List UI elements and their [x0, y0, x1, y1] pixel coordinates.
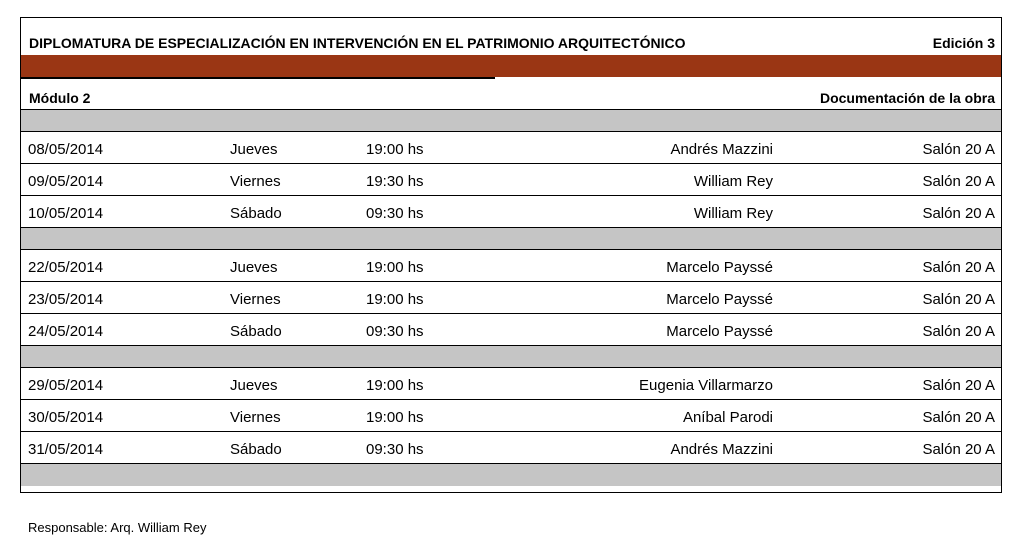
time-cell: 09:30 hs [366, 323, 424, 340]
table-row [21, 368, 1001, 400]
day-cell: Sábado [230, 441, 282, 458]
teacher-cell: Marcelo Payssé [666, 259, 773, 276]
teacher-cell: Marcelo Payssé [666, 291, 773, 308]
day-cell: Viernes [230, 409, 281, 426]
date-cell: 10/05/2014 [28, 205, 104, 222]
time-cell: 09:30 hs [366, 205, 424, 222]
time-cell: 19:00 hs [366, 291, 424, 308]
time-cell: 19:00 hs [366, 141, 424, 158]
date-cell: 09/05/2014 [28, 173, 104, 190]
room-cell: Salón 20 A [922, 441, 995, 458]
time-cell: 19:00 hs [366, 377, 424, 394]
day-cell: Viernes [230, 173, 281, 190]
table-row [21, 400, 1001, 432]
room-cell: Salón 20 A [922, 259, 995, 276]
day-cell: Jueves [230, 259, 278, 276]
day-cell: Viernes [230, 291, 281, 308]
teacher-cell: Andrés Mazzini [670, 441, 773, 458]
room-cell: Salón 20 A [922, 205, 995, 222]
module-row [21, 79, 1001, 110]
module-label: Módulo 2 [29, 90, 91, 106]
date-cell: 29/05/2014 [28, 377, 104, 394]
table-row [21, 132, 1001, 164]
group-separator [21, 228, 1001, 250]
table-row [21, 164, 1001, 196]
teacher-cell: Andrés Mazzini [670, 141, 773, 158]
day-cell: Jueves [230, 377, 278, 394]
room-cell: Salón 20 A [922, 291, 995, 308]
group-separator [21, 110, 1001, 132]
room-cell: Salón 20 A [922, 323, 995, 340]
teacher-cell: William Rey [693, 205, 773, 222]
date-cell: 22/05/2014 [28, 259, 104, 276]
day-cell: Jueves [230, 141, 278, 158]
group-separator [21, 346, 1001, 368]
time-cell: 19:00 hs [366, 259, 424, 276]
room-cell: Salón 20 A [922, 141, 995, 158]
table-row [21, 432, 1001, 464]
group-separator [21, 464, 1001, 486]
room-cell: Salón 20 A [922, 173, 995, 190]
time-cell: 09:30 hs [366, 441, 424, 458]
table-row [21, 250, 1001, 282]
header-color-band [21, 55, 1001, 77]
responsible-note: Responsable: Arq. William Rey [28, 520, 207, 535]
module-subject: Documentación de la obra [819, 90, 995, 106]
schedule-sheet [20, 17, 1002, 493]
time-cell: 19:30 hs [366, 173, 424, 190]
teacher-cell: Marcelo Payssé [666, 323, 773, 340]
room-cell: Salón 20 A [922, 409, 995, 426]
date-cell: 30/05/2014 [28, 409, 104, 426]
time-cell: 19:00 hs [366, 409, 424, 426]
program-title: DIPLOMATURA DE ESPECIALIZACIÓN EN INTERVENCIÓN EN EL PATRIMONIO ARQUITECTÓNICO [29, 35, 686, 51]
table-row [21, 196, 1001, 228]
date-cell: 24/05/2014 [28, 323, 104, 340]
date-cell: 31/05/2014 [28, 441, 104, 458]
sheet-header [21, 18, 1001, 55]
table-row [21, 314, 1001, 346]
date-cell: 08/05/2014 [28, 141, 104, 158]
date-cell: 23/05/2014 [28, 291, 104, 308]
table-row [21, 282, 1001, 314]
teacher-cell: William Rey [693, 173, 773, 190]
teacher-cell: Aníbal Parodi [682, 409, 773, 426]
teacher-cell: Eugenia Villarmarzo [639, 377, 773, 394]
day-cell: Sábado [230, 205, 282, 222]
room-cell: Salón 20 A [922, 377, 995, 394]
day-cell: Sábado [230, 323, 282, 340]
edition-label: Edición 3 [932, 35, 995, 51]
